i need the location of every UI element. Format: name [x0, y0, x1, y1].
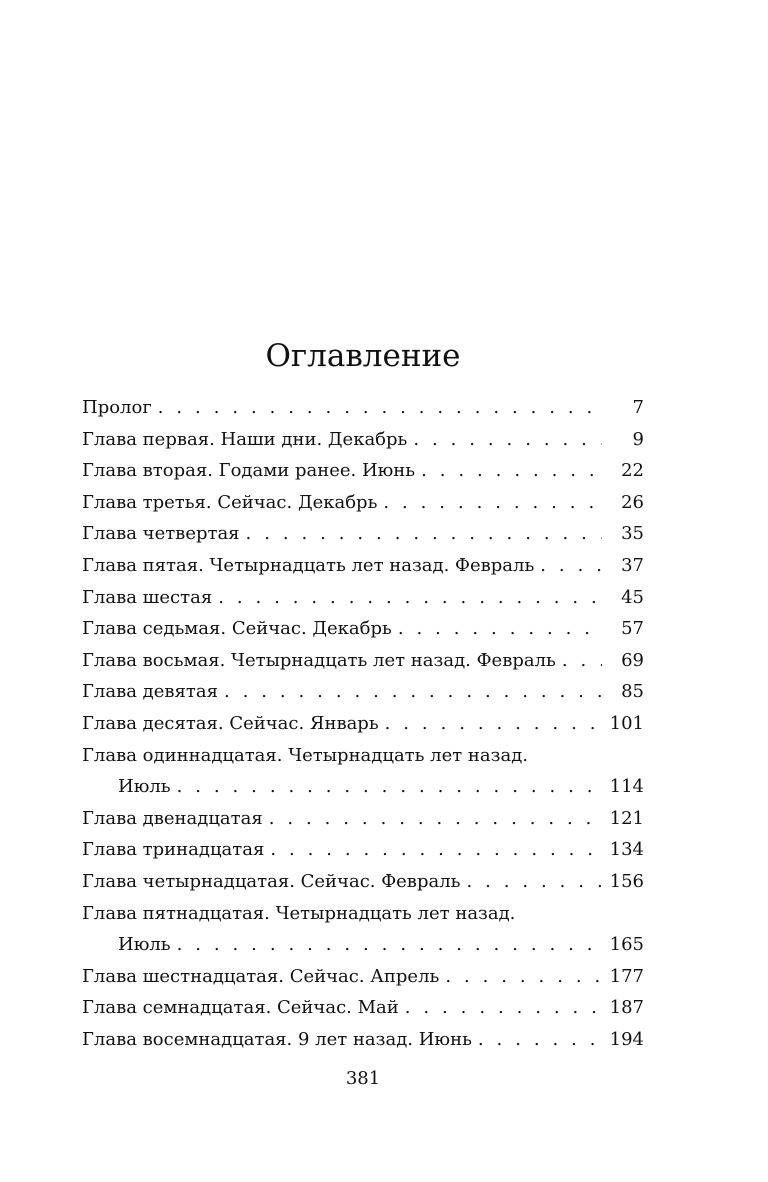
- toc-entry-title: Глава пятнадцатая. Четырнадцать лет назад.: [82, 902, 516, 924]
- toc-entry-title-continuation: Июль: [118, 934, 171, 956]
- toc-entry-title: Глава четырнадцатая. Сейчас. Февраль: [82, 870, 461, 892]
- toc-leader-dots: [246, 518, 602, 550]
- toc-entry-title: Глава седьмая. Сейчас. Декабрь: [82, 618, 392, 640]
- toc-entry-chapter-4: [82, 518, 644, 550]
- toc-leader-dots: [445, 961, 601, 993]
- toc-entry-title: Глава третья. Сейчас. Декабрь: [82, 491, 378, 513]
- toc-entry-chapter-11-continuation: [82, 771, 644, 803]
- toc-entry-chapter-5: [82, 550, 644, 582]
- toc-entry-title: Глава первая. Наши дни. Декабрь: [82, 428, 408, 450]
- toc-entry-chapter-16: [82, 961, 644, 993]
- page-number: 381: [345, 1068, 381, 1089]
- toc-entry-page: 165: [609, 934, 644, 956]
- toc-entry-page: 7: [632, 397, 644, 418]
- toc-entry-title-continuation: Июль: [118, 776, 171, 798]
- toc-leader-dots: [466, 866, 601, 898]
- toc-leader-dots: [269, 803, 602, 835]
- toc-entry-title: Пролог: [82, 397, 152, 418]
- toc-leader-dots: [177, 929, 602, 961]
- toc-entry-title: Глава двенадцатая: [82, 807, 263, 829]
- table-of-contents: [82, 392, 644, 1055]
- toc-entry-chapter-3: [82, 487, 644, 519]
- toc-entry-prolog: [82, 392, 644, 424]
- toc-leader-dots: [270, 834, 601, 866]
- toc-entry-page: 156: [609, 870, 644, 892]
- toc-entry-title: Глава одиннадцатая. Четырнадцать лет назад.: [82, 744, 529, 766]
- toc-leader-dots: [405, 992, 602, 1024]
- toc-entry-page: 134: [609, 839, 644, 861]
- toc-entry-page: 101: [609, 712, 644, 734]
- toc-entry-title: Глава восемнадцатая. 9 лет назад. Июнь: [82, 1028, 472, 1050]
- toc-entry-page: 45: [621, 586, 644, 608]
- toc-entry-chapter-13: [82, 834, 644, 866]
- toc-leader-dots: [478, 1024, 602, 1056]
- toc-leader-dots: [385, 708, 602, 740]
- toc-entry-page: 37: [621, 554, 644, 576]
- toc-entry-chapter-2: [82, 455, 644, 487]
- toc-entry-title: Глава десятая. Сейчас. Январь: [82, 712, 379, 734]
- toc-leader-dots: [224, 676, 602, 708]
- toc-entry-chapter-7: [82, 613, 644, 645]
- toc-entry-chapter-6: [82, 582, 644, 614]
- toc-entry-chapter-17: [82, 992, 644, 1024]
- toc-entry-chapter-18: [82, 1024, 644, 1056]
- toc-entry-page: 22: [621, 460, 644, 482]
- toc-entry-chapter-1: [82, 424, 644, 456]
- toc-entry-title: Глава четвертая: [82, 523, 240, 545]
- toc-leader-dots: [383, 487, 602, 519]
- toc-leader-dots: [218, 582, 602, 614]
- toc-entry-chapter-15: [82, 898, 644, 930]
- toc-entry-title: Глава пятая. Четырнадцать лет назад. Февраль: [82, 554, 535, 576]
- page-title: Оглавление: [265, 338, 461, 374]
- toc-entry-title: Глава вторая. Годами ранее. Июнь: [82, 460, 416, 482]
- toc-entry-page: 35: [621, 523, 644, 545]
- toc-entry-chapter-15-continuation: [82, 929, 644, 961]
- toc-leader-dots: [398, 613, 602, 645]
- toc-entry-page: 26: [621, 491, 644, 513]
- toc-entry-page: 177: [609, 965, 644, 987]
- toc-entry-chapter-14: [82, 866, 644, 898]
- toc-entry-page: 121: [609, 807, 644, 829]
- toc-entry-title: Глава девятая: [82, 681, 218, 703]
- toc-entry-title: Глава семнадцатая. Сейчас. Май: [82, 997, 399, 1019]
- toc-entry-title: Глава шестая: [82, 586, 213, 608]
- toc-leader-dots: [413, 424, 602, 456]
- toc-entry-title: Глава восьмая. Четырнадцать лет назад. Февраль: [82, 649, 556, 671]
- toc-leader-dots: [562, 645, 602, 677]
- toc-entry-title: Глава тринадцатая: [82, 839, 265, 861]
- toc-leader-dots: [177, 771, 602, 803]
- toc-entry-chapter-12: [82, 803, 644, 835]
- toc-entry-chapter-9: [82, 676, 644, 708]
- toc-entry-page: 187: [609, 997, 644, 1019]
- toc-entry-page: 69: [621, 649, 644, 671]
- toc-entry-chapter-8: [82, 645, 644, 677]
- toc-entry-page: 57: [621, 618, 644, 640]
- toc-entry-chapter-10: [82, 708, 644, 740]
- toc-entry-page: 114: [609, 776, 644, 798]
- toc-entry-page: 194: [609, 1028, 644, 1050]
- toc-entry-title: Глава шестнадцатая. Сейчас. Апрель: [82, 965, 440, 987]
- toc-leader-dots: [421, 455, 602, 487]
- toc-entry-page: 85: [621, 681, 644, 703]
- toc-leader-dots: [540, 550, 602, 582]
- toc-entry-page: 9: [632, 428, 644, 450]
- toc-leader-dots: [158, 392, 602, 424]
- toc-entry-chapter-11: [82, 740, 644, 772]
